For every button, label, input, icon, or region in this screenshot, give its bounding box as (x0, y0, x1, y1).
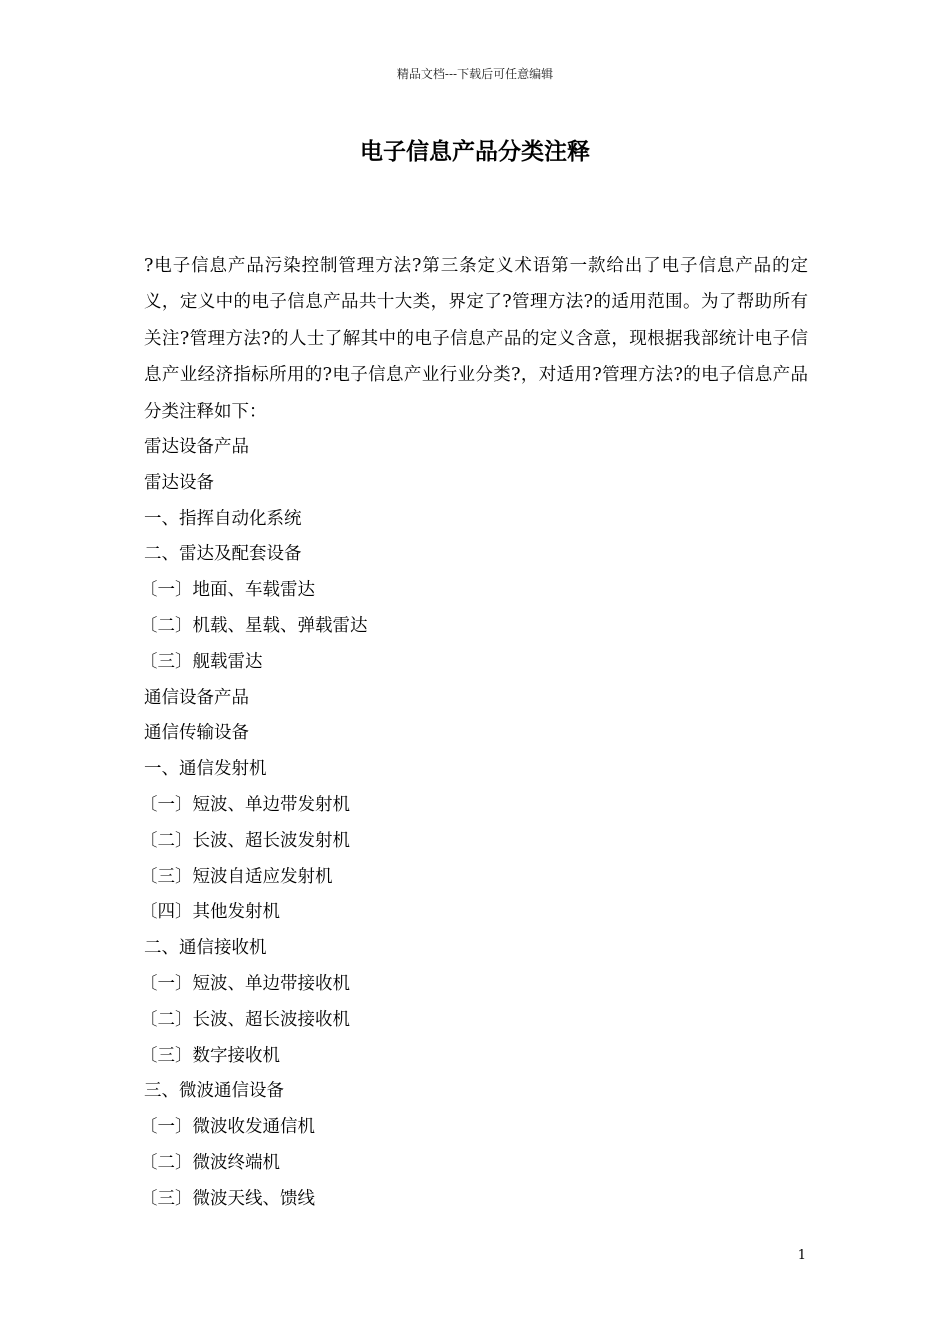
list-item: 〔一〕地面、车载雷达 (140, 580, 315, 601)
document-title: 电子信息产品分类注释 (360, 138, 590, 165)
list-item: 〔二〕长波、超长波发射机 (140, 830, 350, 851)
list-item: 〔三〕数字接收机 (140, 1045, 280, 1066)
list-item: 一、指挥自动化系统 (144, 508, 302, 529)
list-item: 通信传输设备 (144, 723, 249, 744)
list-item: 〔四〕其他发射机 (140, 902, 280, 923)
list-item: 通信设备产品 (144, 687, 249, 708)
document-body (140, 248, 808, 1218)
list-item: 二、雷达及配套设备 (144, 544, 302, 565)
list-item: 〔一〕短波、单边带接收机 (140, 973, 350, 994)
category-list (140, 430, 808, 1218)
list-item: 〔三〕微波天线、馈线 (140, 1188, 315, 1209)
list-item: 〔二〕微波终端机 (140, 1152, 280, 1173)
list-item: 〔三〕舰载雷达 (140, 651, 263, 672)
list-item: 三、微波通信设备 (144, 1081, 284, 1102)
list-item: 〔一〕短波、单边带发射机 (140, 795, 350, 815)
intro-paragraph: ?电子信息产品污染控制管理方法?第三条定义术语第一款给出了电子信息产品的定义，定义中的电子信息产品共十大类，界定了?管理方法?的适用范围。为了帮助所有关注?管理方法?的人士了解其中的电子信息产品的定义含意，现根据我部统计电子信息产业经济指标所用的?电子信息产业行业分类?，对适用?管理方法?的电子信息产品分类注释如下： (144, 256, 808, 422)
list-item: 〔三〕短波自适应发射机 (140, 866, 333, 887)
list-item: 〔二〕机载、星载、弹载雷达 (140, 616, 368, 637)
list-item: 〔二〕长波、超长波接收机 (140, 1009, 350, 1030)
list-item: 一、通信发射机 (144, 759, 267, 780)
list-item: 〔一〕微波收发通信机 (140, 1117, 315, 1138)
list-item: 雷达设备 (144, 472, 214, 493)
page-number: 1 (797, 1248, 806, 1263)
list-item: 雷达设备产品 (144, 437, 249, 458)
page-header: 精品文档---下载后可任意编辑 (396, 67, 554, 81)
list-item: 二、通信接收机 (144, 938, 267, 959)
